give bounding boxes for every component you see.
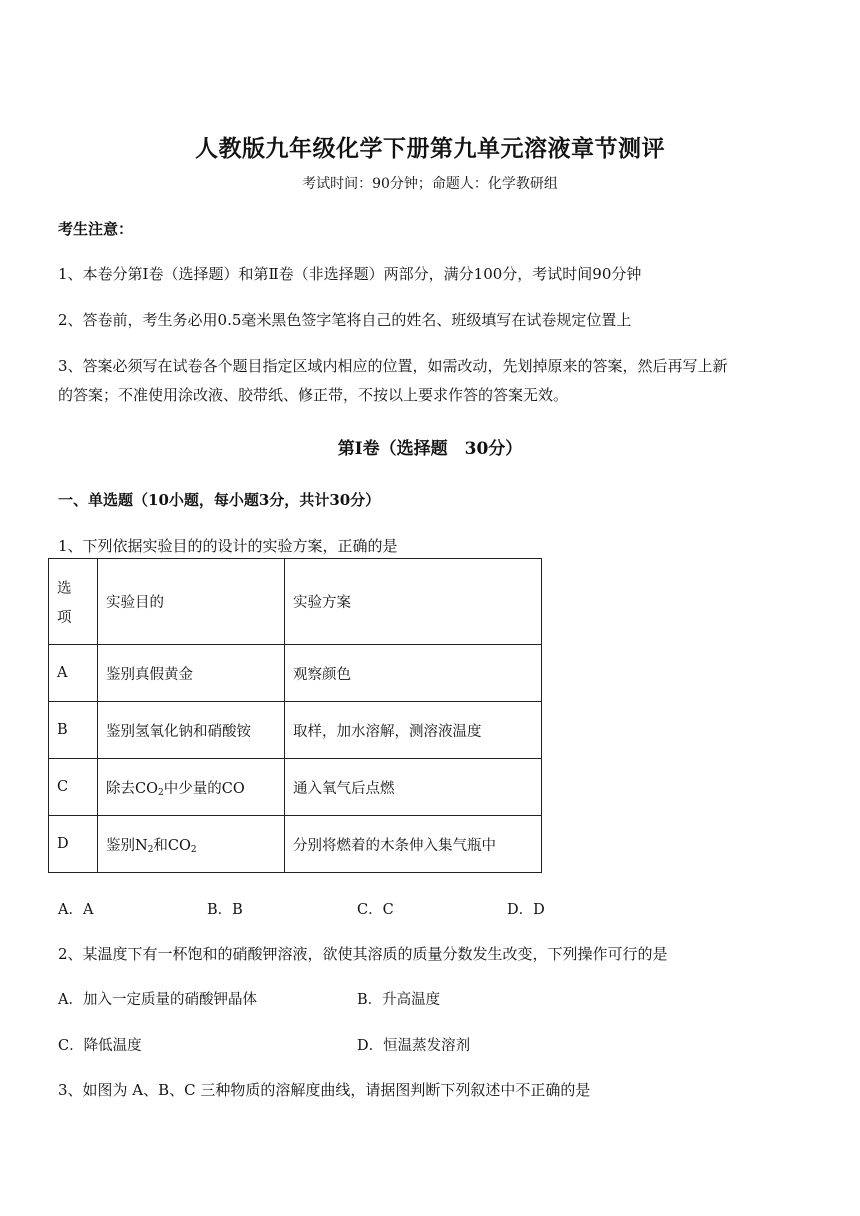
header-option-line1: 选: [57, 580, 72, 597]
row-purpose: [98, 816, 285, 873]
row-purpose: [98, 759, 285, 816]
row-plan: 分别将燃着的木条伸入集气瓶中: [285, 816, 542, 873]
subscript: 2: [157, 787, 164, 798]
question-2-choice-a[interactable]: A．加入一定质量的硝酸钾晶体: [58, 992, 257, 1008]
row-option: B: [49, 702, 98, 759]
question-1-choice-a[interactable]: A．A: [58, 902, 94, 918]
notice-item-3: 3、答案必须写在试卷各个题目指定区域内相应的位置，如需改动，先划掉原来的答案，然后再写上新: [58, 357, 728, 375]
table-row: [49, 816, 542, 873]
question-2-choice-b[interactable]: B．升高温度: [357, 992, 441, 1008]
purpose-text: 中少量的CO: [163, 780, 245, 797]
purpose-text: 和CO: [153, 837, 191, 854]
question-1-table: [48, 558, 542, 873]
row-plan: 通入氧气后点燃: [285, 759, 542, 816]
row-option: C: [49, 759, 98, 816]
exam-title: 人教版九年级化学下册第九单元溶液章节测评: [195, 135, 665, 162]
table-header-row: [49, 559, 542, 645]
purpose-text: 鉴别N: [106, 837, 148, 854]
row-option: D: [49, 816, 98, 873]
purpose-text: 除去CO: [106, 780, 158, 797]
question-1-choice-b[interactable]: B．B: [207, 902, 243, 918]
row-purpose: 鉴别氢氧化钠和硝酸铵: [98, 702, 285, 759]
question-1-choice-d[interactable]: D．D: [507, 902, 545, 918]
row-plan: 取样，加水溶解，测溶液温度: [285, 702, 542, 759]
table-row: [49, 702, 542, 759]
subscript: 2: [147, 844, 154, 855]
subscript: 2: [190, 844, 197, 855]
header-plan: 实验方案: [285, 559, 542, 645]
notice-heading: 考生注意：: [58, 220, 134, 238]
row-purpose: 鉴别真假黄金: [98, 645, 285, 702]
row-option: A: [49, 645, 98, 702]
question-2-stem: 2、某温度下有一杯饱和的硝酸钾溶液，欲使其溶质的质量分数发生改变，下列操作可行的是: [58, 945, 668, 963]
section-title: 第Ⅰ卷（选择题 30分）: [337, 439, 523, 459]
exam-subtitle: 考试时间：90分钟；命题人：化学教研组: [302, 176, 558, 192]
question-3-stem: 3、如图为 A、B、C 三种物质的溶解度曲线，请据图判断下列叙述中不正确的是: [58, 1081, 591, 1099]
header-option: [49, 559, 98, 645]
part-heading: 一、单选题（10小题，每小题3分，共计30分）: [58, 491, 381, 509]
question-1-choice-c[interactable]: C．C: [357, 902, 394, 918]
question-1-stem: 1、下列依据实验目的的设计的实验方案，正确的是: [58, 537, 398, 555]
header-purpose: 实验目的: [98, 559, 285, 645]
notice-item-2: 2、答卷前，考生务必用0.5毫米黑色签字笔将自己的姓名、班级填写在试卷规定位置上: [58, 311, 632, 329]
question-2-choice-c[interactable]: C．降低温度: [58, 1038, 142, 1054]
question-2-choice-d[interactable]: D．恒温蒸发溶剂: [357, 1038, 471, 1054]
table-row: [49, 645, 542, 702]
header-option-line2: 项: [57, 609, 72, 626]
notice-item-1: 1、本卷分第Ⅰ卷（选择题）和第Ⅱ卷（非选择题）两部分，满分100分，考试时间90分钟: [58, 265, 642, 283]
table-row: [49, 759, 542, 816]
notice-item-3-cont: 的答案；不准使用涂改液、胶带纸、修正带，不按以上要求作答的答案无效。: [58, 386, 569, 404]
row-plan: 观察颜色: [285, 645, 542, 702]
